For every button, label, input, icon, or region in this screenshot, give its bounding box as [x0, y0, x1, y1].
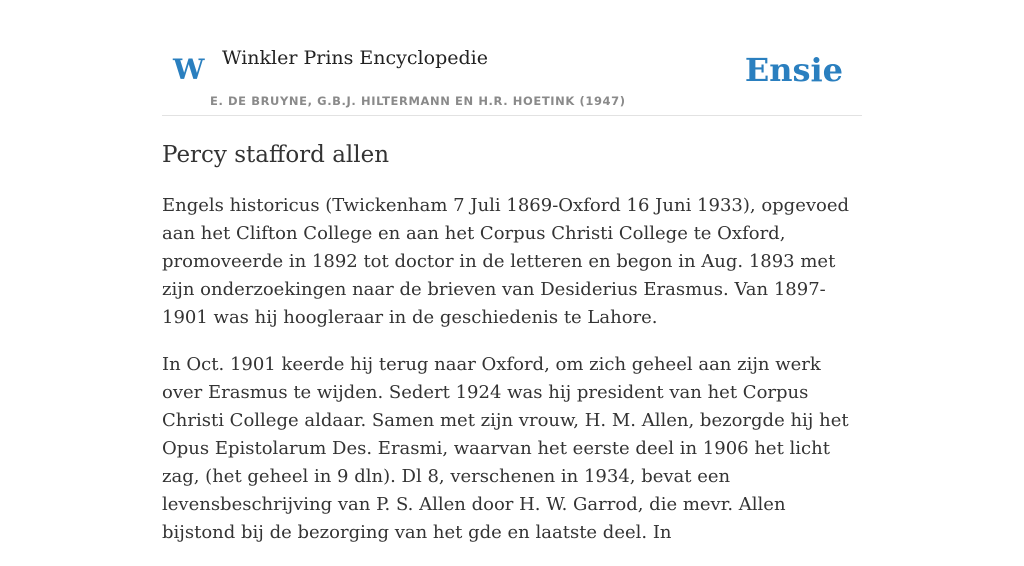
article-body [162, 192, 864, 566]
source-authors: E. DE BRUYNE, G.B.J. HILTERMANN EN H.R. HOETINK (1947) [210, 94, 626, 108]
article-title: Percy stafford allen [162, 142, 390, 168]
brand-logo[interactable]: Ensie [744, 51, 843, 89]
header-divider [162, 115, 862, 116]
source-logo-icon[interactable]: W [173, 53, 205, 86]
article-paragraph: In Oct. 1901 keerde hij terug naar Oxford, om zich geheel aan zijn werk over Erasmus te wijden. Sedert 1924 was hij president van het Corpus Christi College aldaar. Samen met zijn vrouw, H. M. Allen, bezorgde hij het Opus Epistolarum Des. Erasmi, waarvan het eerste deel in 1906 het licht zag, (het geheel in 9 dln). Dl 8, verschenen in 1934, bevat een levensbeschrijving van P. S. Allen door H. W. Garrod, die mevr. Allen bijstond bij de bezorging van het gde en laatste deel. In [162, 354, 849, 543]
article-paragraph: Engels historicus (Twickenham 7 Juli 1869-Oxford 16 Juni 1933), opgevoed aan het Clifton College en aan het Corpus Christi College te Oxford, promoveerde in 1892 tot doctor in de letteren en begon in Aug. 1893 met zijn onderzoekingen naar de brieven van Desiderius Erasmus. Van 1897-1901 was hij hoogleraar in de geschiedenis te Lahore. [162, 195, 850, 328]
source-title[interactable]: Winkler Prins Encyclopedie [222, 47, 488, 69]
